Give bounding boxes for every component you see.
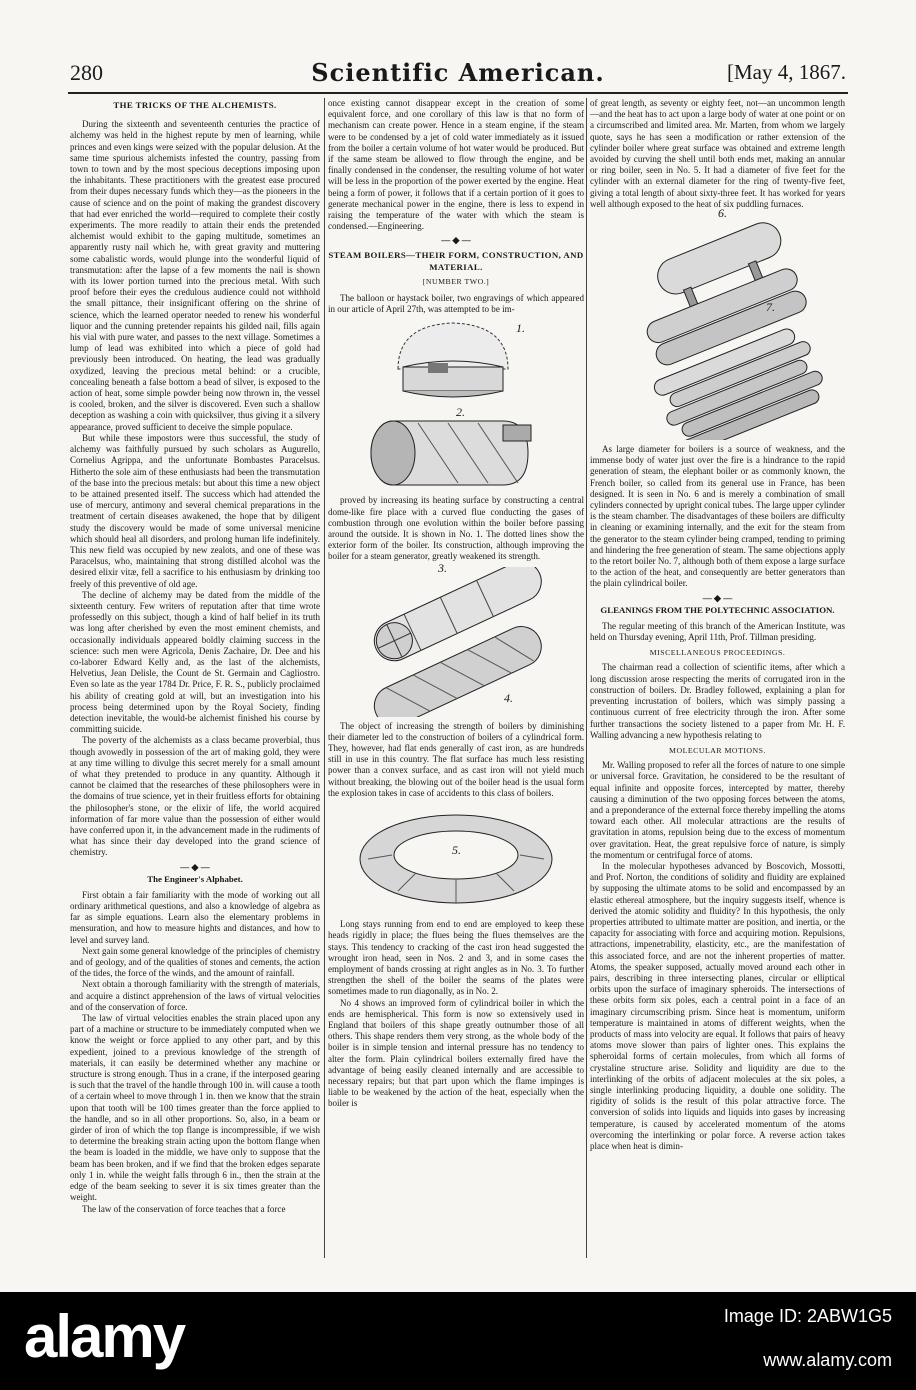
paragraph: The regular meeting of this branch of the American Institute, was held on Thursday evening, April 11th, Prof. Tillman presiding.	[590, 620, 845, 643]
paragraph: The object of increasing the strength of boilers by diminishing their diameter led to the construction of boilers of a cylindrical form. They, however, had flat ends generally of cast iron, as are hundreds still in use in this country. The flat surface has much less resisting power than a convex surface, and as cast iron will not yield much without breaking, the blowing out of the boiler head is the usual form the explosion takes in case of accidents to this class of boilers.	[328, 720, 584, 798]
subheading-miscellaneous: MISCELLANEOUS PROCEEDINGS.	[649, 648, 786, 658]
header-rule	[68, 92, 848, 94]
stock-watermark-bar	[0, 1292, 916, 1390]
paragraph: proved by increasing its heating surface by constructing a central dome-like fire place with a curved flue conducting the gases of combustion through one evolution within the boiler before passing around the outside. It is shown in No. 1. The dotted lines show the exterior form of the boiler. Its construction, although improving the boiler for a steam generator, greatly weakened its strength.	[328, 495, 584, 562]
article-subtitle: [NUMBER TWO.]	[422, 276, 490, 286]
paragraph: During the sixteenth and seventeenth centuries the practice of alchemy was held in the highest repute by men of learning, while princes and even kings were seized with the popular delusion. At the same time spurious alchemists infested the country, passing from town to town and by the most specious deceptions imposing upon the inhabitants. These practitioners with the greatest ease procured from their dupes necessary funds which they—as the pioneers in the cause of science and on the point of making the grandest discovery that had ever enriched the world—required to complete their costly experiments. The more readily to attain their ends the pretended alchemist would exhibit to the gaping multitude, sometimes an apparently rusty nail which he, with great gravity and muttering some cabalistic words, would plunge into the wonderful liquid of transmutation: after the lapse of a few moments the nail is shown with its lower portion turned into the precious metal. With such proof before their eyes the credulous audience could not withhold the small pittance, their insignificant offering on the shrine of science, which the learned operator needed to renew his wonderful liquor and the cunning pretender repaints his gilded nail, fills again his vial with pure water, and passes to the next village. Sometimes a lump of lead was exhibited into which a piece of gold had previously been introduced. On heating, the lead was gradually oxydized, leaving the precious metal behind: or a crucible, concealing beneath a false bottom a bead of silver, is exposed to the action of heat, some simple powder being now thrown in, the vessel is cooled, broken, and the silver is discovered. Even such a shallow deception as washing a coin with quicksilver, thus giving it a silvery appearance, proved sufficient to deceive the simple populace.	[70, 119, 320, 432]
paragraph: No 4 shows an improved form of cylindrical boiler in which the ends are hemispherical. This form is now so extensively used in England that boilers of this shape greatly outnumber those of all others. This shape renders them very strong, as the whole body of the boiler is in simple tension and internal pressure has no tendency to alter the form. Plain cylindrical boilers externally fired have the advantage of being easily cleaned internally and are accessible to necessary repairs; but that part upon which the flame impinges is liable to be weakened by the action of the heat, especially when the boiler is	[328, 997, 584, 1109]
boiler-illustration	[328, 319, 584, 411]
figure-number: 7.	[766, 300, 775, 315]
paragraph: The chairman read a collection of scientific items, after which a long discussion arose respecting the merits of corrugated iron in the construction of boilers. Dr. Bradley followed, explaining a plan for preventing incrustation of boilers, which was simply passing a continuous current of free electricity through the iron. After some further transactions the society listened to a paper from Mr. H. F. Walling advancing a new hypothesis relating to	[590, 662, 845, 740]
ornament-divider: — ◆ —	[702, 592, 733, 603]
boiler-illustration	[328, 803, 584, 915]
column-rule	[586, 98, 587, 1258]
figure-5-annular-boiler	[328, 803, 584, 915]
column-3	[590, 98, 845, 1258]
paragraph: But while these impostors were thus successful, the study of alchemy was faithfully pursued by such scholars as Augurello, Cornelius Agrippa, and the unfortunate Bombastes Paracelsus. Hitherto the sole aim of these enthusiasts had been the transmutation of the base into the precious metals: but about this time a new object to be attained presented itself. The success which had attended the use of mercury, antimony and several chemical preparations in the treatment of certain diseases awakened, the hope that by diligent study the discovery would be made of some universal menicine which should heal all disorders, and prolong human life indefinitely. This new field was occupied by new zealots, and one of these was Paracelsus, who, maintaining that strong distilled alcohol was the desired elixir vitæ, fell a sacrifice to his enthusiasm by drinking too freely of this preventive of old age.	[70, 432, 320, 589]
alamy-logo: alamy	[24, 1303, 185, 1370]
boiler-illustration	[590, 214, 845, 440]
paragraph: The law of the conservation of force teaches that a force	[82, 1203, 286, 1214]
image-id: Image ID: 2ABW1G5	[723, 1306, 892, 1326]
figure-number: 6.	[718, 206, 727, 221]
paragraph: As large diameter for boilers is a source of weakness, and the immense body of water just over the fire is a hindrance to the rapid generation of steam, the elephant boiler or as commonly known, the French boiler, so called from its general use in France, has been designed. It is seen in No. 6 and is merely a combination of small cylinders connected by upright conical tubes. The large upper cylinder is the steam chamber. The disadvantages of these boilers are difficulty in cleaning or examining internally, and the exit for the steam from the generator to the steam cylinder being cramped, tending to priming and hindering the free generation of steam. The same objections apply to the retort boiler No. 7, although both of them expose a large surface to the action of the heat, and consequently are better generators than the plain cylindrical boiler.	[590, 444, 845, 589]
figure-1-haystack-boiler	[328, 319, 584, 411]
figure-6-7-french-boilers	[590, 206, 845, 440]
paragraph: First obtain a fair familiarity with the mode of working out all ordinary arithmetical questions, and also a knowledge of algebra as far as simple equations. Learn also the elementary problems in mensuration, and how to measure hights and distances, and how to level and survey land.	[70, 889, 320, 945]
article-title-alchemists: THE TRICKS OF THE ALCHEMISTS.	[113, 100, 277, 110]
paragraph: Next gain some general knowledge of the principles of chemistry and of geology, and of the qualities of stones and cements, the action of the tides, the force of the winds, and the amount of rainfall.	[70, 945, 320, 979]
paragraph: The decline of alchemy may be dated from the middle of the sixteenth century. Few writers of reputation after that time wrote professedly on this subject, though a kind of half belief in its truth was long after cherished by even the most eminent chemists, and occasionally individuals appeared boldly claiming success in the science: such men were Agricola, Denis Zachaire, Dr. Dee and his co-laborer Edward Kelly and, as the last of the alchemists, Helvetius, Jean Delisle, the Count de St. Germain and Cagliostro. Even so late as the year 1784 Dr. Price, F. R. S., publicly proclaimed his ability of creating gold at will, but an investigation into his process being determined upon by the Royal Society, finding detection inevitable, the would-be alchemist finished his course by committing suicide.	[70, 589, 320, 735]
column-1	[70, 98, 320, 1258]
figure-number: 2.	[456, 405, 465, 420]
paragraph: Long stays running from end to end are employed to keep these heads rigidly in place; the flues being the flues themselves are the stays. This tendency to cracking of the cast iron head suggested the wrought iron head, seen in Nos. 2 and 3, and in some cases the employment of bands crossing at right angles as in No. 3. To further strengthen the shell of the boiler the seams of the plates were sometimes made to run diagonally, as in No. 2.	[328, 919, 584, 997]
section-heading-text: The Engineer's Alphabet.	[147, 873, 243, 884]
paragraph: The poverty of the alchemists as a class became proverbial, thus though avowedly in possession of the art of making gold, they were at any time willing to divulge this secret merely for a small amount of what they pretended to produce in any quantity. Although it cannot be claimed that the researches of these philosophers were in the domains of true science, yet in their fruitless efforts for obtaining the philosopher's stone, or the elixir of life, the world acquired information of far more value than the possession of either would have conferred upon it, in the advancement made in the rudiments of what has since their day developed into the grand science of chemistry.	[70, 735, 320, 858]
figure-number: 5.	[452, 843, 461, 858]
section-heading-gleanings	[590, 594, 845, 616]
paragraph: The law of virtual velocities enables the strain placed upon any part of a machine or structure to be immediately computed when we know the weight or force applied to any other part, and by this expedient, joined to a previous knowledge of the strength of materials, it can easily be determined whether any machine or structure is strong enough. Thus in a crane, if the interposed gearing is such that the travel of the handle through 100 in. will cause a tooth of a certain wheel to move through 1 in. then we know that the strain upon that tooth will be 100 times greater than the force applied to the handle, and so in all other proportions. So, also, in a beam or girder of iron of which the top flange is incompressible, if we wish to determine the breaking strain acting upon the bottom flange when the beam is loaded in the middle, we have only to suppose that the beam has been broken, and if we find that the broken edges separate only 1 in. while the weight falls through 6 in., then the strain at the edge of the beam seeking to sever it is six times greater than the weight.	[70, 1013, 320, 1203]
ornament-divider-wrap	[328, 236, 584, 245]
subheading-molecular-motions: MOLECULAR MOTIONS.	[669, 745, 766, 755]
section-heading-engineers-alphabet	[70, 863, 320, 885]
page-number: 280	[70, 60, 103, 85]
issue-date: [May 4, 1867.	[727, 60, 846, 84]
ornament-divider: — ◆ —	[441, 235, 471, 246]
paragraph: The balloon or haystack boiler, two engravings of which appeared in our article of April 27th, was attempted to be im-	[328, 293, 584, 315]
paragraph: In the molecular hypotheses advanced by Boscovich, Mossotti, and Prof. Norton, the conditions of solidity and fluidity are explained by supposing the ultimate atoms to be solid and encompassed by an elastic ethereal atmosphere, but the inquiry suggests itself, whence is derived the atomic solidity and fluidity? In this hypothesis, the only properties attributed to ultimate matter are position, and inertia, or the capacity for associating with force and acquiring motion. Repulsions, attractions, impenetrability, elasticity, etc., are the manifestation of this associated force, and are not the inherent properties of matter. Atoms, the speaker supposed, actually moved around each other in pairs, describing in three intersecting planes, circular or elliptical orbits upon the surface of imaginary spheroids. The intersections of these orbits form six poles, each a central point in a face of an imaginary circumscribing prism. Since heat is momentum, uniform temperature is maintained in atoms of different weights, when the products of mass into velocity are equal. It follows that pairs of heavy atoms move slower than pairs of lighter ones. This explains the spheroidal forms of certain molecules, from which all forms of crystaline structure arise. Solidity and liquidity are due to the interlinking of the orbits of adjacent molecules at the six poles, a single interlinking producing liquidity, a double one solidity. The rigidity of solids is the result of this polar attractive force. The conversion of solids into liquids and liquids into gases by increasing temperature, is caused by accelerated momentum of the atoms overcoming the interlinking or polar force. A reverse action takes place when heat is dimin-	[590, 860, 845, 1152]
site-url: www.alamy.com	[763, 1350, 892, 1370]
paragraph: once existing cannot disappear except in the creation of some equivalent force, and one corollary of this law is that no form of mechanism can create power. Hence in a steam engine, if the steam were to be condensed by a jet of cold water immediately as it issued from the boiler a certain volume of hot water would be produced. But if the same steam be allowed to flow through the engine, and be finally condensed in the condenser, the resulting volume of hot water will be less in the proportion of the power exerted by the engine. Heat being a form of power, it follows that if a certain portion of it goes to generate mechanical power in the engine, there is less to expend in raising the temperature of the water with which the steam is condensed.—Engineering.	[328, 98, 584, 232]
figure-number: 3.	[438, 560, 447, 575]
section-heading-text: GLEANINGS FROM THE POLYTECHNIC ASSOCIATION.	[600, 604, 835, 615]
masthead: Scientific American.	[311, 58, 605, 87]
paragraph: Next obtain a thorough familiarity with the strength of materials, and acquire a distinct apprehension of the laws of virtual velocities and of the conservation of force.	[70, 979, 320, 1012]
ornament-divider: — ◆ —	[180, 861, 210, 872]
figure-number: 1.	[516, 321, 525, 336]
figure-3-4-banded-boilers	[328, 560, 584, 717]
page-header	[70, 58, 846, 90]
boiler-illustration	[328, 415, 584, 491]
column-rule	[324, 98, 325, 1258]
paragraph: Mr. Walling proposed to refer all the forces of nature to one simple or universal force. Gravitation, he considered to be the resultant of equal infinite and opposite forces, intercepted by matter, thereby causing a diminution of the two opposing forces between the atoms, and a preponderance of the external force thereby impelling the atoms toward each other. All molecular attractions are the results of gravitation in atoms, repulsion being due to the excess of momentum over gravitation. Heat, the great repulsive force of nature, is simply the momentum or centrifugal force of atoms.	[590, 760, 845, 860]
paragraph: of great length, as seventy or eighty feet, not—an uncommon length—and the heat has to act upon a large body of water at one point or on a circumscribed and limited area. Mr. Marten, from whom we largely quote, says he has seen a modification or rather extension of the cylinder boiler where great surface was obtained and extreme length avoided by curving the shell until both ends met, making an annular or ring boiler, seen in No. 5. It had a diameter of five feet for the cylinder with an external diameter for the ring of twenty-five feet, giving a total length of about sixty-three feet. It has worked for years well although exposed to the heat of six puddling furnaces.	[590, 98, 845, 209]
column-2	[328, 98, 584, 1258]
figure-2-cylinder-boiler	[328, 405, 584, 491]
boiler-illustration	[328, 567, 584, 717]
article-title-steam-boilers: STEAM BOILERS—THEIR FORM, CONSTRUCTION, AND MATERIAL.	[328, 250, 584, 272]
figure-number: 4.	[504, 690, 513, 705]
